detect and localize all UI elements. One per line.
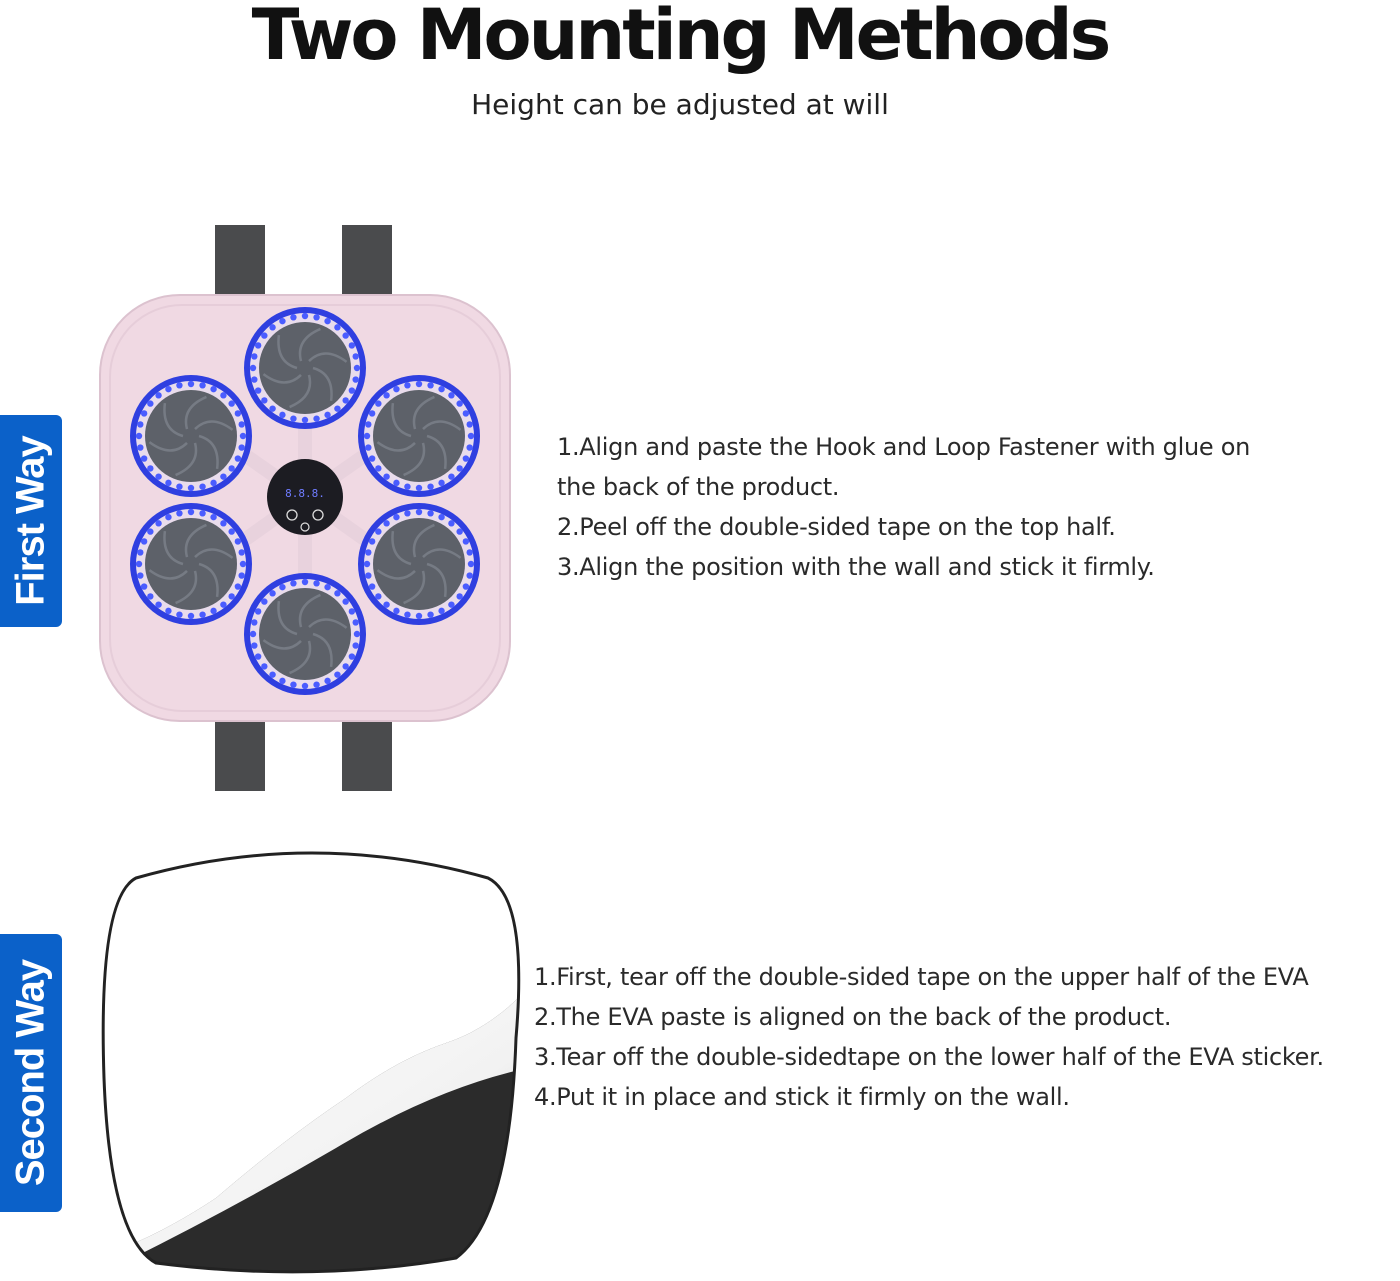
first-way-instructions [557,427,1357,587]
instruction-line: 2.Peel off the double-sided tape on the top half. [557,513,1116,541]
instruction-line: 2.The EVA paste is aligned on the back of the product. [534,1003,1172,1031]
punch-pad [247,576,363,692]
second-way-instructions [534,957,1394,1117]
first-way-label-text: First Way [8,436,53,606]
second-way-label-text: Second Way [8,959,53,1187]
first-way-label [0,415,62,627]
instruction-line: 3.Align the position with the wall and stick it firmly. [557,553,1155,581]
page-title: Two Mounting Methods [251,0,1109,76]
page-subtitle: Height can be adjusted at will [471,88,889,121]
punch-pad [133,378,249,494]
instruction-line: 1.First, tear off the double-sided tape on the upper half of the EVA [534,963,1309,991]
punch-pad [247,310,363,426]
punch-pad [361,506,477,622]
second-way-label [0,934,62,1212]
instruction-line: 3.Tear off the double-sidedtape on the lower half of the EVA sticker. [534,1043,1324,1071]
instruction-line: 1.Align and paste the Hook and Loop Fastener with glue on [557,433,1250,461]
instruction-line: the back of the product. [557,473,840,501]
display-readout: 8.8.8. [285,487,325,500]
eva-sticker-image [96,838,528,1276]
punch-pad [361,378,477,494]
wall-target-device-image [96,225,516,791]
instruction-line: 4.Put it in place and stick it firmly on the wall. [534,1083,1070,1111]
punch-pad [133,506,249,622]
